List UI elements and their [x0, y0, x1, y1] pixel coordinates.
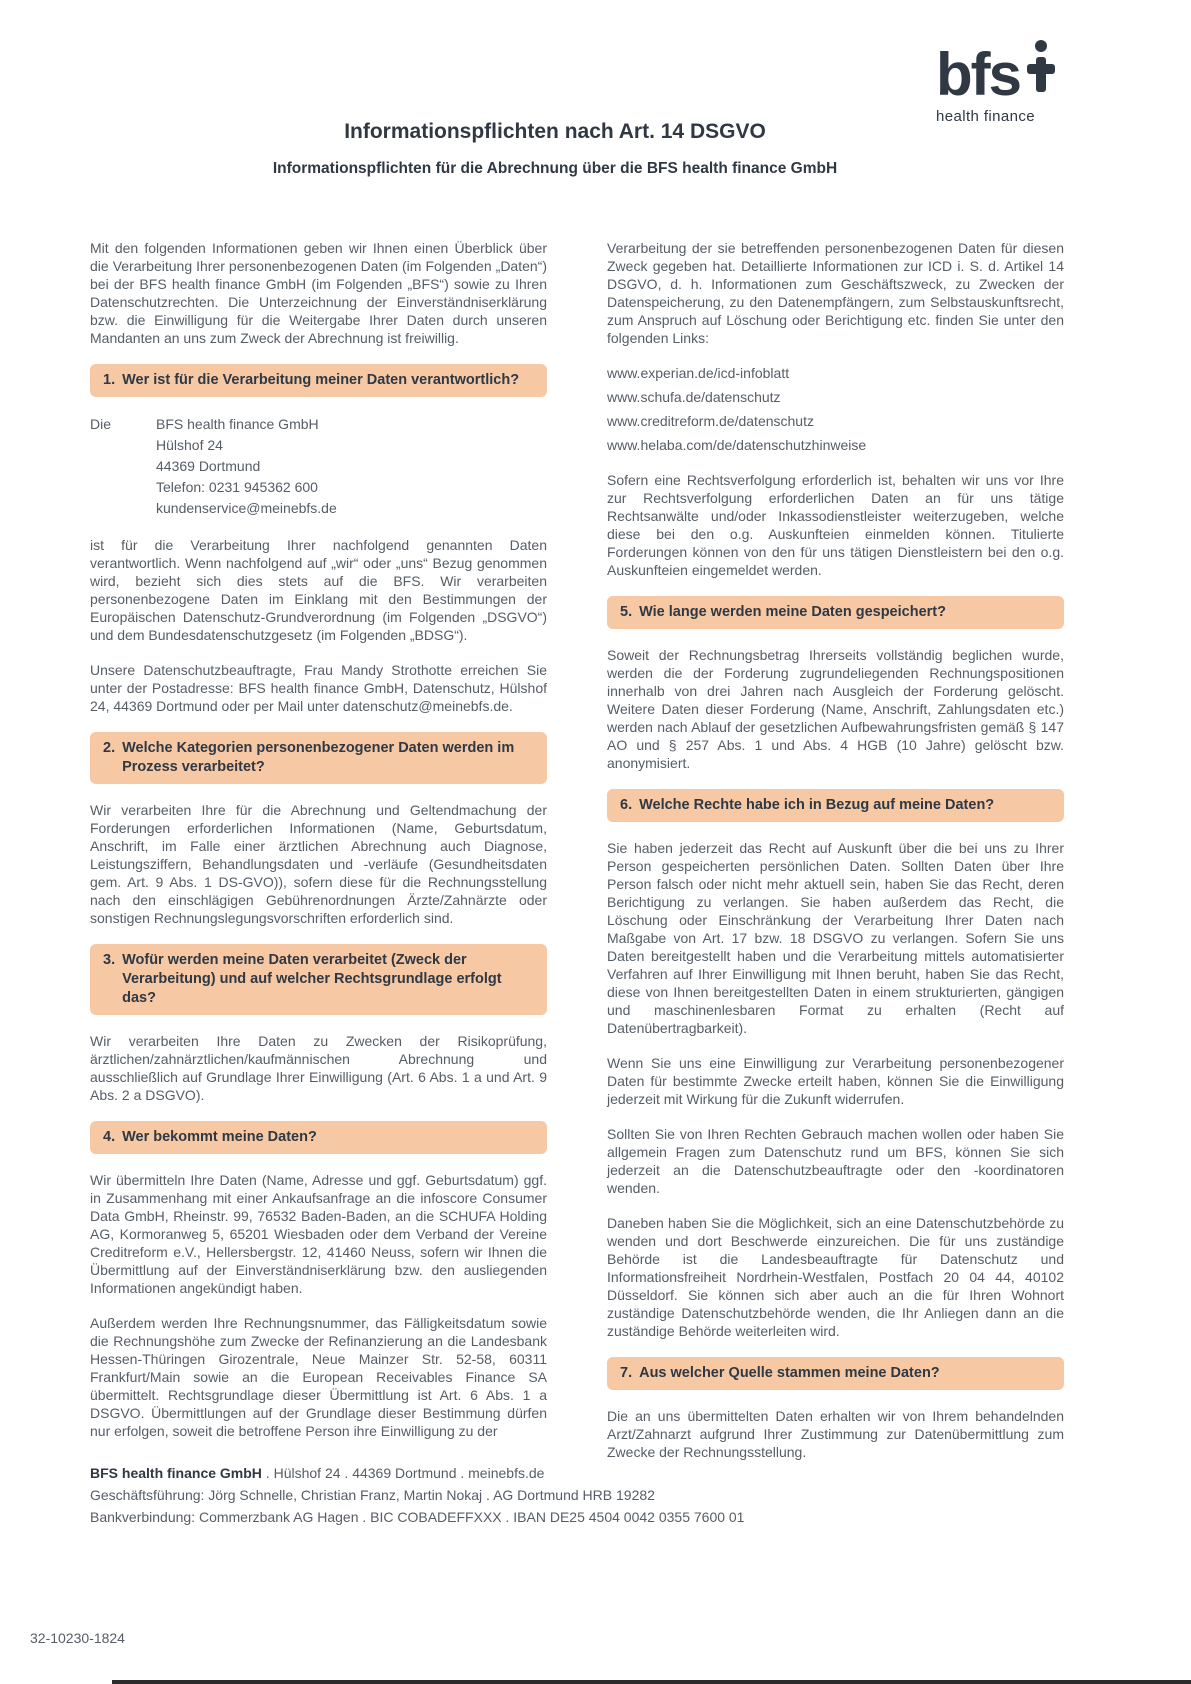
- paragraph-storage: Soweit der Rechnungsbetrag Ihrerseits vollständig beglichen wurde, werden die der Forderung zugrundeliegenden Rechnungspositionen innerhalb von drei Jahren nach Ausgleich der Forderung gelöscht. Weitere Daten dieser Forderung (Name, Anschrift, Zahlungsdaten etc.) werden nach Ablauf der gesetzlichen Aufbewahrungsfristen gemäß § 147 AO und § 257 Abs. 1 und Abs. 4 HGB (10 Jahre) gelöscht bzw. anonymisiert.: [607, 647, 1064, 771]
- link[interactable]: www.creditreform.de/datenschutz: [607, 413, 814, 429]
- address-line: Telefon: 0231 945362 600: [156, 479, 318, 495]
- paragraph-enforcement: Sofern eine Rechtsverfolgung erforderlich ist, behalten wir uns vor Ihre zur Rechtsverfolgung erforderlichen Daten an für uns tätige Rechtsanwälte und/oder Inkassodienstleister weiterzugeben, welche diese bei den o.g. Auskunfteien einmelden können. Titulierte Forderungen können von den für uns tätigen Dienstleistern bei den o.g. Auskunfteien eingemeldet werden.: [607, 472, 1064, 578]
- logo-wordmark: bfs: [936, 41, 1020, 108]
- paragraph-authority: Daneben haben Sie die Möglichkeit, sich an eine Datenschutzbehörde zu wenden und dort Beschwerde einzureichen. Die für uns zuständige Behörde ist die Landesbeauftragte für Datenschutz und Informationsfreiheit Nordrhein-Westfalen, Postfach 20 04 44, 40102 Düsseldorf. Sie können sich aber auch an die für Ihren Wohnort zuständige Datenschutzbehörde wenden, die Ihr Anliegen dann an die zuständige Behörde weiterleiten wird.: [607, 1215, 1064, 1339]
- footer-line-company: [90, 1462, 744, 1484]
- section-heading-2: [90, 732, 547, 784]
- scan-artifact-line: [112, 1680, 1191, 1684]
- logo-tagline: health finance: [936, 108, 1036, 125]
- section-number: 1.: [103, 372, 116, 388]
- paragraph-responsible: ist für die Verarbeitung Ihrer nachfolgend genannten Daten verantwortlich. Wenn nachfolgend auf „wir“ oder „uns“ Bezug genommen wird, bezieht sich dies stets auf die BFS. Wir verarbeiten personenbezogene Daten im Einklang mit den Bestimmungen der Europäischen Datenschutz-Grundverordnung (im Folgenden „DSGVO“) und dem Bundesdatenschutzgesetz (im Folgenden „BDSG“).: [90, 537, 547, 643]
- section-title: Welche Kategorien personenbezogener Daten werden im Prozess verarbeitet?: [122, 740, 515, 775]
- paragraph-dpo: Unsere Datenschutzbeauftragte, Frau Mandy Strothotte erreichen Sie unter der Postadresse: BFS health finance GmbH, Datenschutz, Hülshof 24, 44369 Dortmund oder per Mail unter datenschutz@meinebfs.de.: [90, 662, 547, 714]
- section-number: 7.: [620, 1365, 633, 1381]
- link[interactable]: www.experian.de/icd-infoblatt: [607, 365, 790, 381]
- link[interactable]: www.schufa.de/datenschutz: [607, 389, 781, 405]
- paragraph-continuation: Verarbeitung der sie betreffenden personenbezogenen Daten für diesen Zweck gegeben hat. Detaillierte Informationen zur ICD i. S. d. Artikel 14 DSGVO, d. h. Informationen zum Geschäftszweck, zu Zwecken der Datenspeicherung, zu den Datenempfängern, zum Selbstauskunftsrecht, zum Anspruch auf Löschung oder Berichtigung etc. finden Sie unter den folgenden Links:: [607, 240, 1064, 346]
- section-number: 5.: [620, 604, 633, 620]
- address-line: Hülshof 24: [156, 437, 223, 453]
- paragraph-recipients-1: Wir übermitteln Ihre Daten (Name, Adresse und ggf. Geburtsdatum) ggf. in Zusammenhang mit einer Ankaufsanfrage an die infoscore Consumer Data GmbH, Rheinstr. 99, 76532 Baden-Baden, an die SCHUFA Holding AG, Kormoranweg 5, 65201 Wiesbaden oder dem Verband der Vereine Creditreform e.V., Hellersbergstr. 12, 41460 Neuss, sofern wir Ihnen die Übermittlung auf der Einverständniserklärung bzw. den ausliegenden Informationen angekündigt haben.: [90, 1172, 547, 1296]
- address-line: BFS health finance GmbH: [156, 416, 319, 432]
- section-title: Wer ist für die Verarbeitung meiner Daten verantwortlich?: [122, 372, 520, 388]
- footer-line-bank: Bankverbindung: Commerzbank AG Hagen . BIC COBADEFFXXX . IBAN DE25 4504 0042 0355 7600 01: [90, 1509, 745, 1525]
- section-heading-5: [607, 596, 1064, 629]
- left-column: [90, 239, 547, 1457]
- page-subtitle: Informationspflichten für die Abrechnung über die BFS health finance GmbH: [272, 160, 838, 177]
- section-title: Aus welcher Quelle stammen meine Daten?: [639, 1365, 940, 1381]
- paragraph-categories: Wir verarbeiten Ihre für die Abrechnung und Geltendmachung der Forderungen erforderlichen Informationen (Name, Geburtsdatum, Anschrift, im Falle einer ärztlichen Abrechnung auch Diagnose, Leistungsziffern, Behandlungsdaten und -verläufe (Gesundheitsdaten gem. Art. 9 Abs. 1 DS-GVO)), sofern diese für die Rechnungsstellung nach den einschlägigen Gebührenordnungen Ärzte/Zahnärzte oder sonstigen Rechnungslegungsvorschriften erforderlich sind.: [90, 802, 547, 926]
- section-title: Welche Rechte habe ich in Bezug auf meine Daten?: [639, 797, 995, 813]
- section-title: Wie lange werden meine Daten gespeichert?: [639, 604, 946, 620]
- paragraph-withdraw: Wenn Sie uns eine Einwilligung zur Verarbeitung personenbezogener Daten für bestimmte Zwecke erteilt haben, können Sie die Einwilligung jederzeit mit Wirkung für die Zukunft widerrufen.: [607, 1055, 1064, 1107]
- footer-company-address: . Hülshof 24 . 44369 Dortmund . meinebfs.de: [261, 1465, 545, 1481]
- section-heading-7: [607, 1357, 1064, 1390]
- section-title: Wer bekommt meine Daten?: [122, 1129, 317, 1145]
- plus-icon: [1025, 40, 1057, 96]
- bfs-logo: [936, 41, 1057, 125]
- section-number: 2.: [103, 740, 116, 756]
- section-heading-6: [607, 789, 1064, 822]
- footer: [90, 1462, 744, 1528]
- page-title: Informationspflichten nach Art. 14 DSGVO: [344, 120, 766, 143]
- paragraph-rights: Sie haben jederzeit das Recht auf Auskunft über die bei uns zu Ihrer Person gespeicherten persönlichen Daten. Sollten Daten über Ihre Person falsch oder nicht mehr aktuell sein, haben Sie das Recht, deren Berichtigung zu verlangen. Sie haben außerdem das Recht, die Löschung oder Einschränkung der Verarbeitung Ihrer Daten nach Maßgabe von Art. 17 bzw. 18 DSGVO zu verlangen. Sofern Sie uns Daten bereitgestellt haben und die Verarbeitung mittels automatisierter Verfahren auf Ihrer Einwilligung mit Ihnen beruht, haben Sie das Recht, diese von Ihnen bereitgestellten Daten in einem strukturierten, gängigen und maschinenlesbaren Format zu erhalten (Recht auf Datenübertragbarkeit).: [607, 840, 1064, 1036]
- paragraph-contact: Sollten Sie von Ihren Rechten Gebrauch machen wollen oder haben Sie allgemein Fragen zum Datenschutz rund um BFS, können Sie sich jederzeit an die Datenschutzbeauftragte oder den -koordinatoren wenden.: [607, 1126, 1064, 1196]
- address-lines: [156, 414, 337, 519]
- footer-company-name: BFS health finance GmbH: [90, 1465, 262, 1481]
- document-code: 32-10230-1824: [30, 1630, 125, 1646]
- section-number: 4.: [103, 1129, 116, 1145]
- links-list: [607, 364, 1064, 454]
- section-title: Wofür werden meine Daten verarbeitet (Zweck der Verarbeitung) und auf welcher Rechtsgrundlage erfolgt das?: [122, 952, 502, 1006]
- paragraph-source: Die an uns übermittelten Daten erhalten wir von Ihrem behandelnden Arzt/Zahnarzt aufgrund Ihrer Zustimmung zur Datenübermittlung zum Zwecke der Rechnungsstellung.: [607, 1408, 1064, 1460]
- section-number: 3.: [103, 952, 116, 968]
- footer-line-management: Geschäftsführung: Jörg Schnelle, Christian Franz, Martin Nokaj . AG Dortmund HRB 19282: [90, 1487, 655, 1503]
- address-line: kundenservice@meinebfs.de: [156, 500, 337, 516]
- address-label: Die: [90, 416, 112, 432]
- link[interactable]: www.helaba.com/de/datenschutzhinweise: [607, 437, 867, 453]
- paragraph-purpose: Wir verarbeiten Ihre Daten zu Zwecken der Risikoprüfung, ärztlichen/zahnärztlichen/kaufmännischen Abrechnung und ausschließlich auf Grundlage Ihrer Einwilligung (Art. 6 Abs. 1 a und Art. 9 Abs. 2 a DSGVO).: [90, 1033, 547, 1103]
- section-heading-1: [90, 364, 547, 397]
- controller-address-block: [90, 414, 547, 519]
- right-column: [607, 239, 1064, 1478]
- section-number: 6.: [620, 797, 633, 813]
- address-line: 44369 Dortmund: [156, 458, 261, 474]
- section-heading-3: [90, 944, 547, 1015]
- section-heading-4: [90, 1121, 547, 1154]
- intro-paragraph: Mit den folgenden Informationen geben wir Ihnen einen Überblick über die Verarbeitung Ihrer personenbezogenen Daten (im Folgenden „Daten“) bei der BFS health finance GmbH (im Folgenden „BFS“) sowie zu Ihren Datenschutzrechten. Die Unterzeichnung der Einverständniserklärung bzw. die Einwilligung für die Weitergabe Ihrer Daten durch unseren Mandanten an uns zum Zweck der Abrechnung ist freiwillig.: [90, 240, 547, 346]
- paragraph-recipients-2: Außerdem werden Ihre Rechnungsnummer, das Fälligkeitsdatum sowie die Rechnungshöhe zum Zwecke der Refinanzierung an die Landesbank Hessen-Thüringen Girozentrale, Neue Mainzer Str. 52-58, 60311 Frankfurt/Main sowie an die European Receivables Finance SA übermittelt. Rechtsgrundlage dieser Übermittlung ist Art. 6 Abs. 1 a DSGVO. Übermittlungen auf der Grundlage dieser Bestimmung dürfen nur erfolgen, soweit die betroffene Person ihre Einwilligung zu der: [90, 1315, 547, 1439]
